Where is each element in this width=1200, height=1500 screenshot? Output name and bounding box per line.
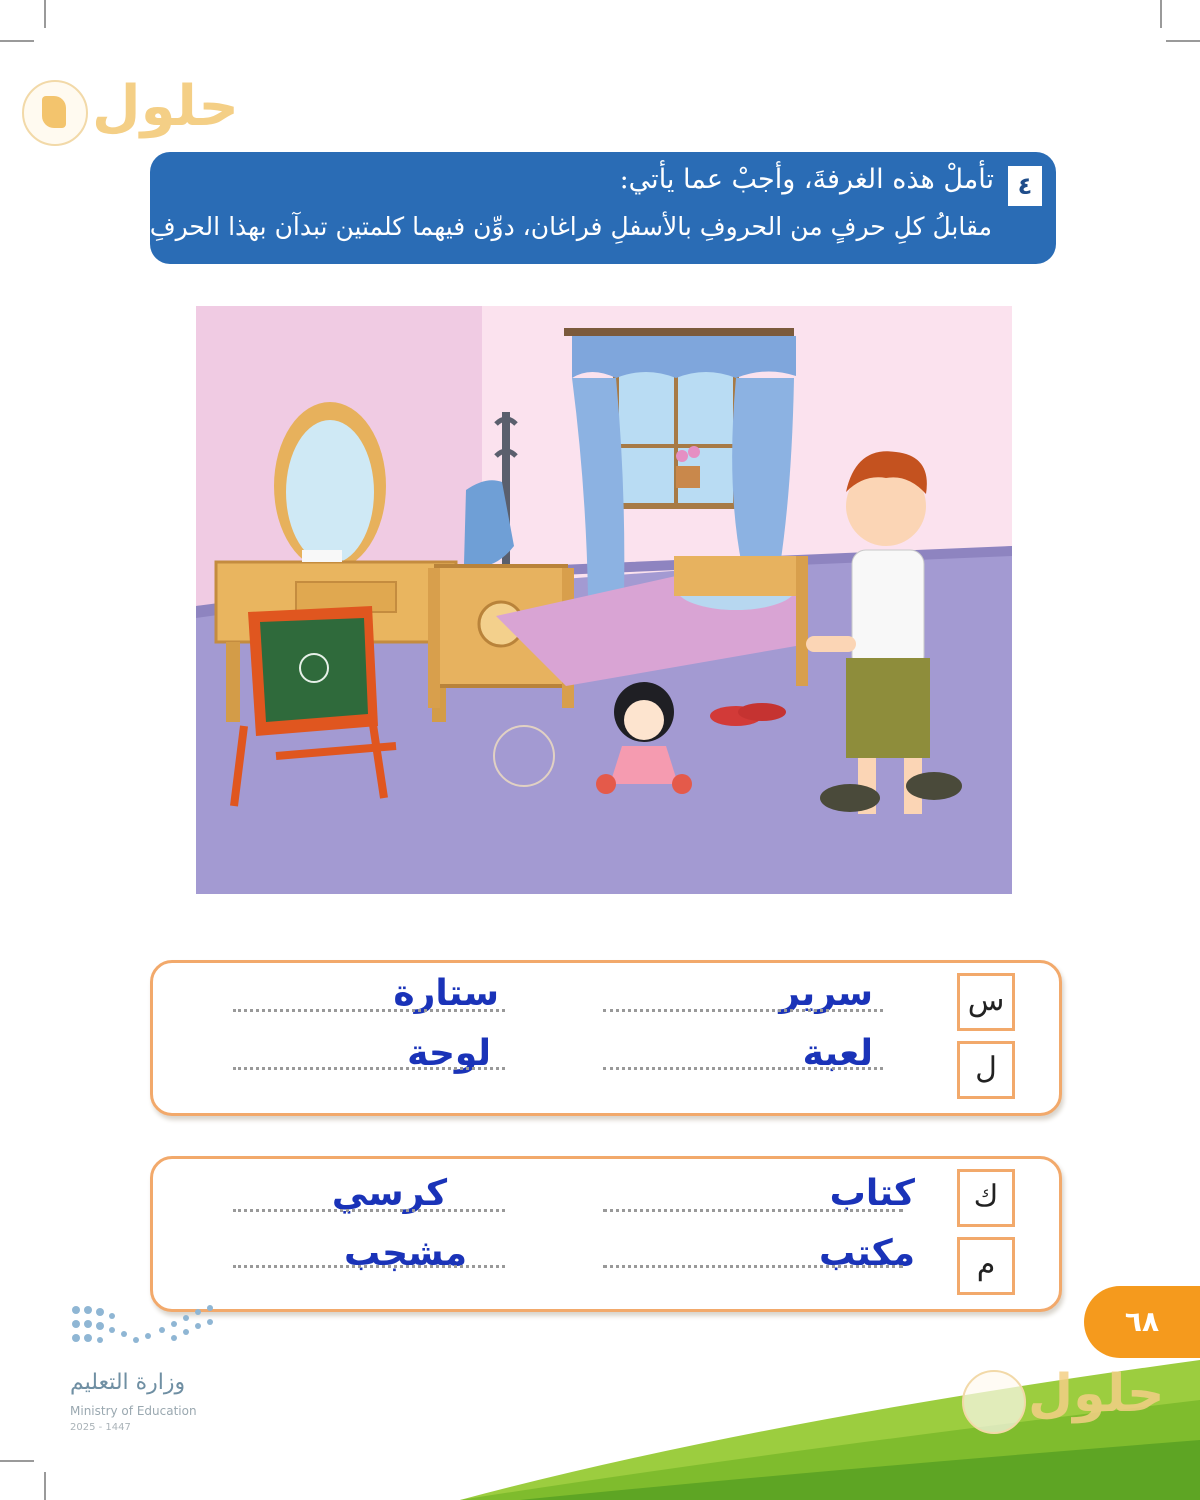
answer-box (150, 1156, 1062, 1312)
crop-mark (44, 0, 46, 28)
answer-word[interactable]: لوحة (407, 1033, 491, 1074)
answer-dotted-line (233, 1067, 505, 1070)
page-number: ٦٨ (1084, 1286, 1200, 1358)
watermark-logo (22, 70, 239, 150)
book-icon (22, 80, 88, 146)
answer-word[interactable]: ستارة (393, 973, 499, 1014)
question-number: ٤ (1008, 166, 1042, 206)
bedroom-illustration (196, 306, 1012, 894)
ministry-name-ar: وزارة التعليم (70, 1370, 186, 1395)
answer-dotted-line (603, 1209, 903, 1212)
window (616, 366, 736, 506)
answer-dotted-line (603, 1265, 903, 1268)
letter-box: ل (957, 1041, 1015, 1099)
answer-box (150, 960, 1062, 1116)
ministry-logo (66, 1300, 236, 1450)
crop-mark (1160, 0, 1162, 28)
exercise-banner (141, 152, 1056, 264)
instruction-line-2: مقابلُ كلِ حرفٍ من الحروفِ بالأسفلِ فراغان، دوِّن فيهما كلمتين تبدآن بهذا الحرفِ. (141, 212, 992, 241)
answer-word[interactable]: سرير (779, 973, 873, 1014)
crop-mark (1166, 40, 1200, 42)
answer-dotted-line (233, 1009, 505, 1012)
watermark-logo (962, 1364, 1172, 1438)
watermark-text: حلول (1028, 1364, 1165, 1424)
crop-mark (44, 1472, 46, 1500)
answer-dotted-line (233, 1209, 505, 1212)
watermark-text: حلول (92, 74, 239, 139)
answer-dotted-line (233, 1265, 505, 1268)
crop-mark (0, 40, 34, 42)
ministry-year: 2025 - 1447 (70, 1422, 131, 1433)
instruction-line-1: تأملْ هذه الغرفةَ، وأجبْ عما يأتي: (619, 164, 994, 195)
letter-box: س (957, 973, 1015, 1031)
letter-box: ك (957, 1169, 1015, 1227)
ministry-dots-icon (66, 1300, 216, 1360)
answer-word[interactable]: كتاب (829, 1173, 915, 1214)
answer-word[interactable]: لعبة (802, 1033, 873, 1074)
letter-box: م (957, 1237, 1015, 1295)
answer-dotted-line (603, 1009, 883, 1012)
answer-word[interactable]: مكتب (818, 1233, 915, 1274)
answer-dotted-line (603, 1067, 883, 1070)
answer-word[interactable]: كرسي (331, 1173, 447, 1214)
ministry-name-en: Ministry of Education (70, 1404, 197, 1418)
answer-word[interactable]: مشجب (344, 1233, 467, 1274)
book-icon (962, 1370, 1026, 1434)
crop-mark (0, 1460, 34, 1462)
